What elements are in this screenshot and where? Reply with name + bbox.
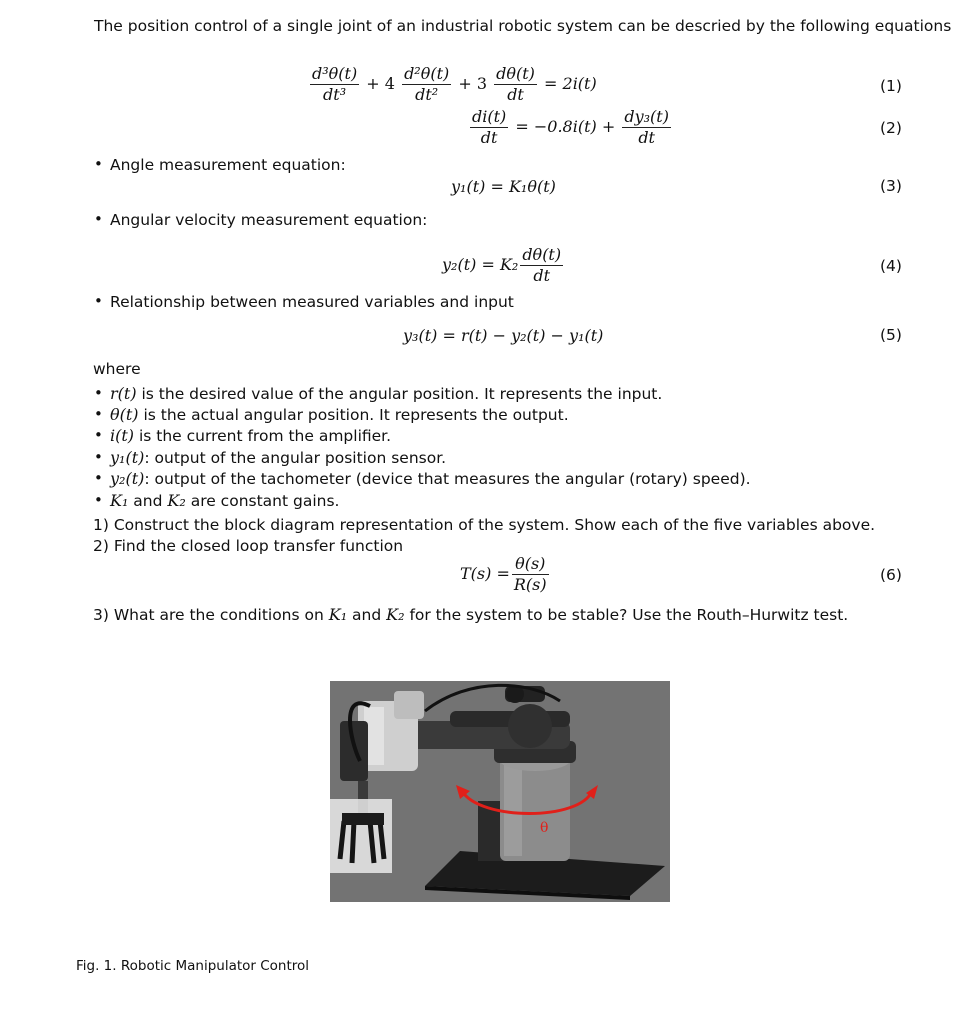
definition-symbol: y₁(t): [110, 448, 145, 467]
definition-text: is the desired value of the angular position. It represents the input.: [136, 385, 663, 403]
definition-symbol: r(t): [110, 384, 137, 403]
eq2-rhs-numerator: dy₃(t): [624, 107, 669, 126]
bullet-dot: •: [94, 155, 103, 173]
bullet-relationship: Relationship between measured variables and input: [110, 293, 514, 311]
equation-4: [442, 245, 565, 286]
question-2: 2) Find the closed loop transfer function: [93, 537, 404, 555]
definition-symbol: K₁: [110, 491, 129, 510]
question-3: [93, 605, 848, 624]
bullet-dot: •: [94, 384, 103, 402]
eq2-rhs-denominator: dt: [638, 128, 655, 147]
definition-text: and: [128, 492, 168, 510]
eq1-term3-numerator: dθ(t): [496, 64, 535, 83]
intro-text: The position control of a single joint of an industrial robotic system can be descried by the following equations: [94, 17, 952, 35]
definition-symbol: θ(t): [110, 405, 139, 424]
equation-number-6: (6): [880, 566, 902, 584]
where-label: where: [93, 360, 141, 378]
eq6-denominator: R(s): [513, 575, 547, 594]
bullet-dot: •: [94, 405, 103, 423]
question-3-k1: K₁: [328, 605, 348, 624]
eq1-term1-denominator: dt³: [323, 85, 347, 104]
eq2-lhs-numerator: di(t): [472, 107, 507, 126]
bullet-dot: •: [94, 469, 103, 487]
equation-number-2: (2): [880, 119, 902, 137]
question-3-text: for the system to be stable? Use the Routh–Hurwitz test.: [404, 606, 849, 624]
definition-text: : output of the angular position sensor.: [144, 449, 447, 467]
eq1-rhs: = 2i(t): [544, 74, 597, 93]
eq1-op2: + 3: [458, 74, 488, 93]
equation-number-3: (3): [880, 177, 902, 195]
equation-number-4: (4): [880, 257, 902, 275]
definition-text: are constant gains.: [185, 492, 340, 510]
eq1-term2-denominator: dt²: [415, 85, 439, 104]
definition-y2: [110, 469, 751, 488]
eq1-term1-numerator: d³θ(t): [312, 64, 358, 83]
equation-3: y₁(t) = K₁θ(t): [451, 177, 556, 196]
equation-number-5: (5): [880, 326, 902, 344]
theta-label: θ: [540, 820, 549, 836]
eq2-middle: = −0.8i(t) +: [515, 117, 616, 136]
definition-text: is the actual angular position. It represents the output.: [138, 406, 569, 424]
eq4-numerator: dθ(t): [522, 245, 562, 264]
eq4-denominator: dt: [533, 266, 551, 285]
equation-6: [460, 554, 551, 595]
bullet-dot: •: [94, 292, 103, 310]
figure-caption: Fig. 1. Robotic Manipulator Control: [76, 958, 310, 974]
eq6-lhs: T(s) =: [460, 564, 510, 583]
definition-text: : output of the tachometer (device that measures the angular (rotary) speed).: [144, 470, 751, 488]
definition-i: [110, 426, 391, 445]
definition-text: is the current from the amplifier.: [134, 427, 392, 445]
question-3-k2: K₂: [386, 605, 405, 624]
question-3-text: and: [347, 606, 387, 624]
definition-r: [110, 384, 662, 403]
eq1-term2-numerator: d²θ(t): [404, 64, 450, 83]
definition-theta: [110, 405, 569, 424]
definition-symbol: i(t): [110, 426, 135, 445]
eq2-lhs-denominator: dt: [480, 128, 498, 147]
definition-symbol: K₂: [167, 491, 186, 510]
eq4-lhs: y₂(t) = K₂: [442, 255, 519, 274]
equation-1: [308, 64, 597, 105]
bullet-dot: •: [94, 210, 103, 228]
definition-gains: [110, 491, 339, 510]
equation-2: [468, 107, 673, 148]
equation-number-1: (1): [880, 77, 902, 95]
bullet-dot: •: [94, 491, 103, 509]
definition-y1: [110, 448, 446, 467]
bullet-dot: •: [94, 426, 103, 444]
robot-figure: [330, 681, 670, 902]
bullet-angle-measurement: Angle measurement equation:: [110, 156, 346, 174]
robot-manipulator-image: [330, 681, 670, 902]
eq6-numerator: θ(s): [512, 554, 549, 575]
equation-5: y₃(t) = r(t) − y₂(t) − y₁(t): [403, 326, 604, 345]
eq1-term3-denominator: dt: [507, 85, 524, 104]
bullet-angular-velocity: Angular velocity measurement equation:: [110, 211, 428, 229]
bullet-dot: •: [94, 448, 103, 466]
question-3-text: 3) What are the conditions on: [93, 606, 329, 624]
question-1: 1) Construct the block diagram representation of the system. Show each of the five variables above.: [93, 516, 876, 534]
eq1-op1: + 4: [366, 74, 395, 93]
definition-symbol: y₂(t): [110, 469, 145, 488]
